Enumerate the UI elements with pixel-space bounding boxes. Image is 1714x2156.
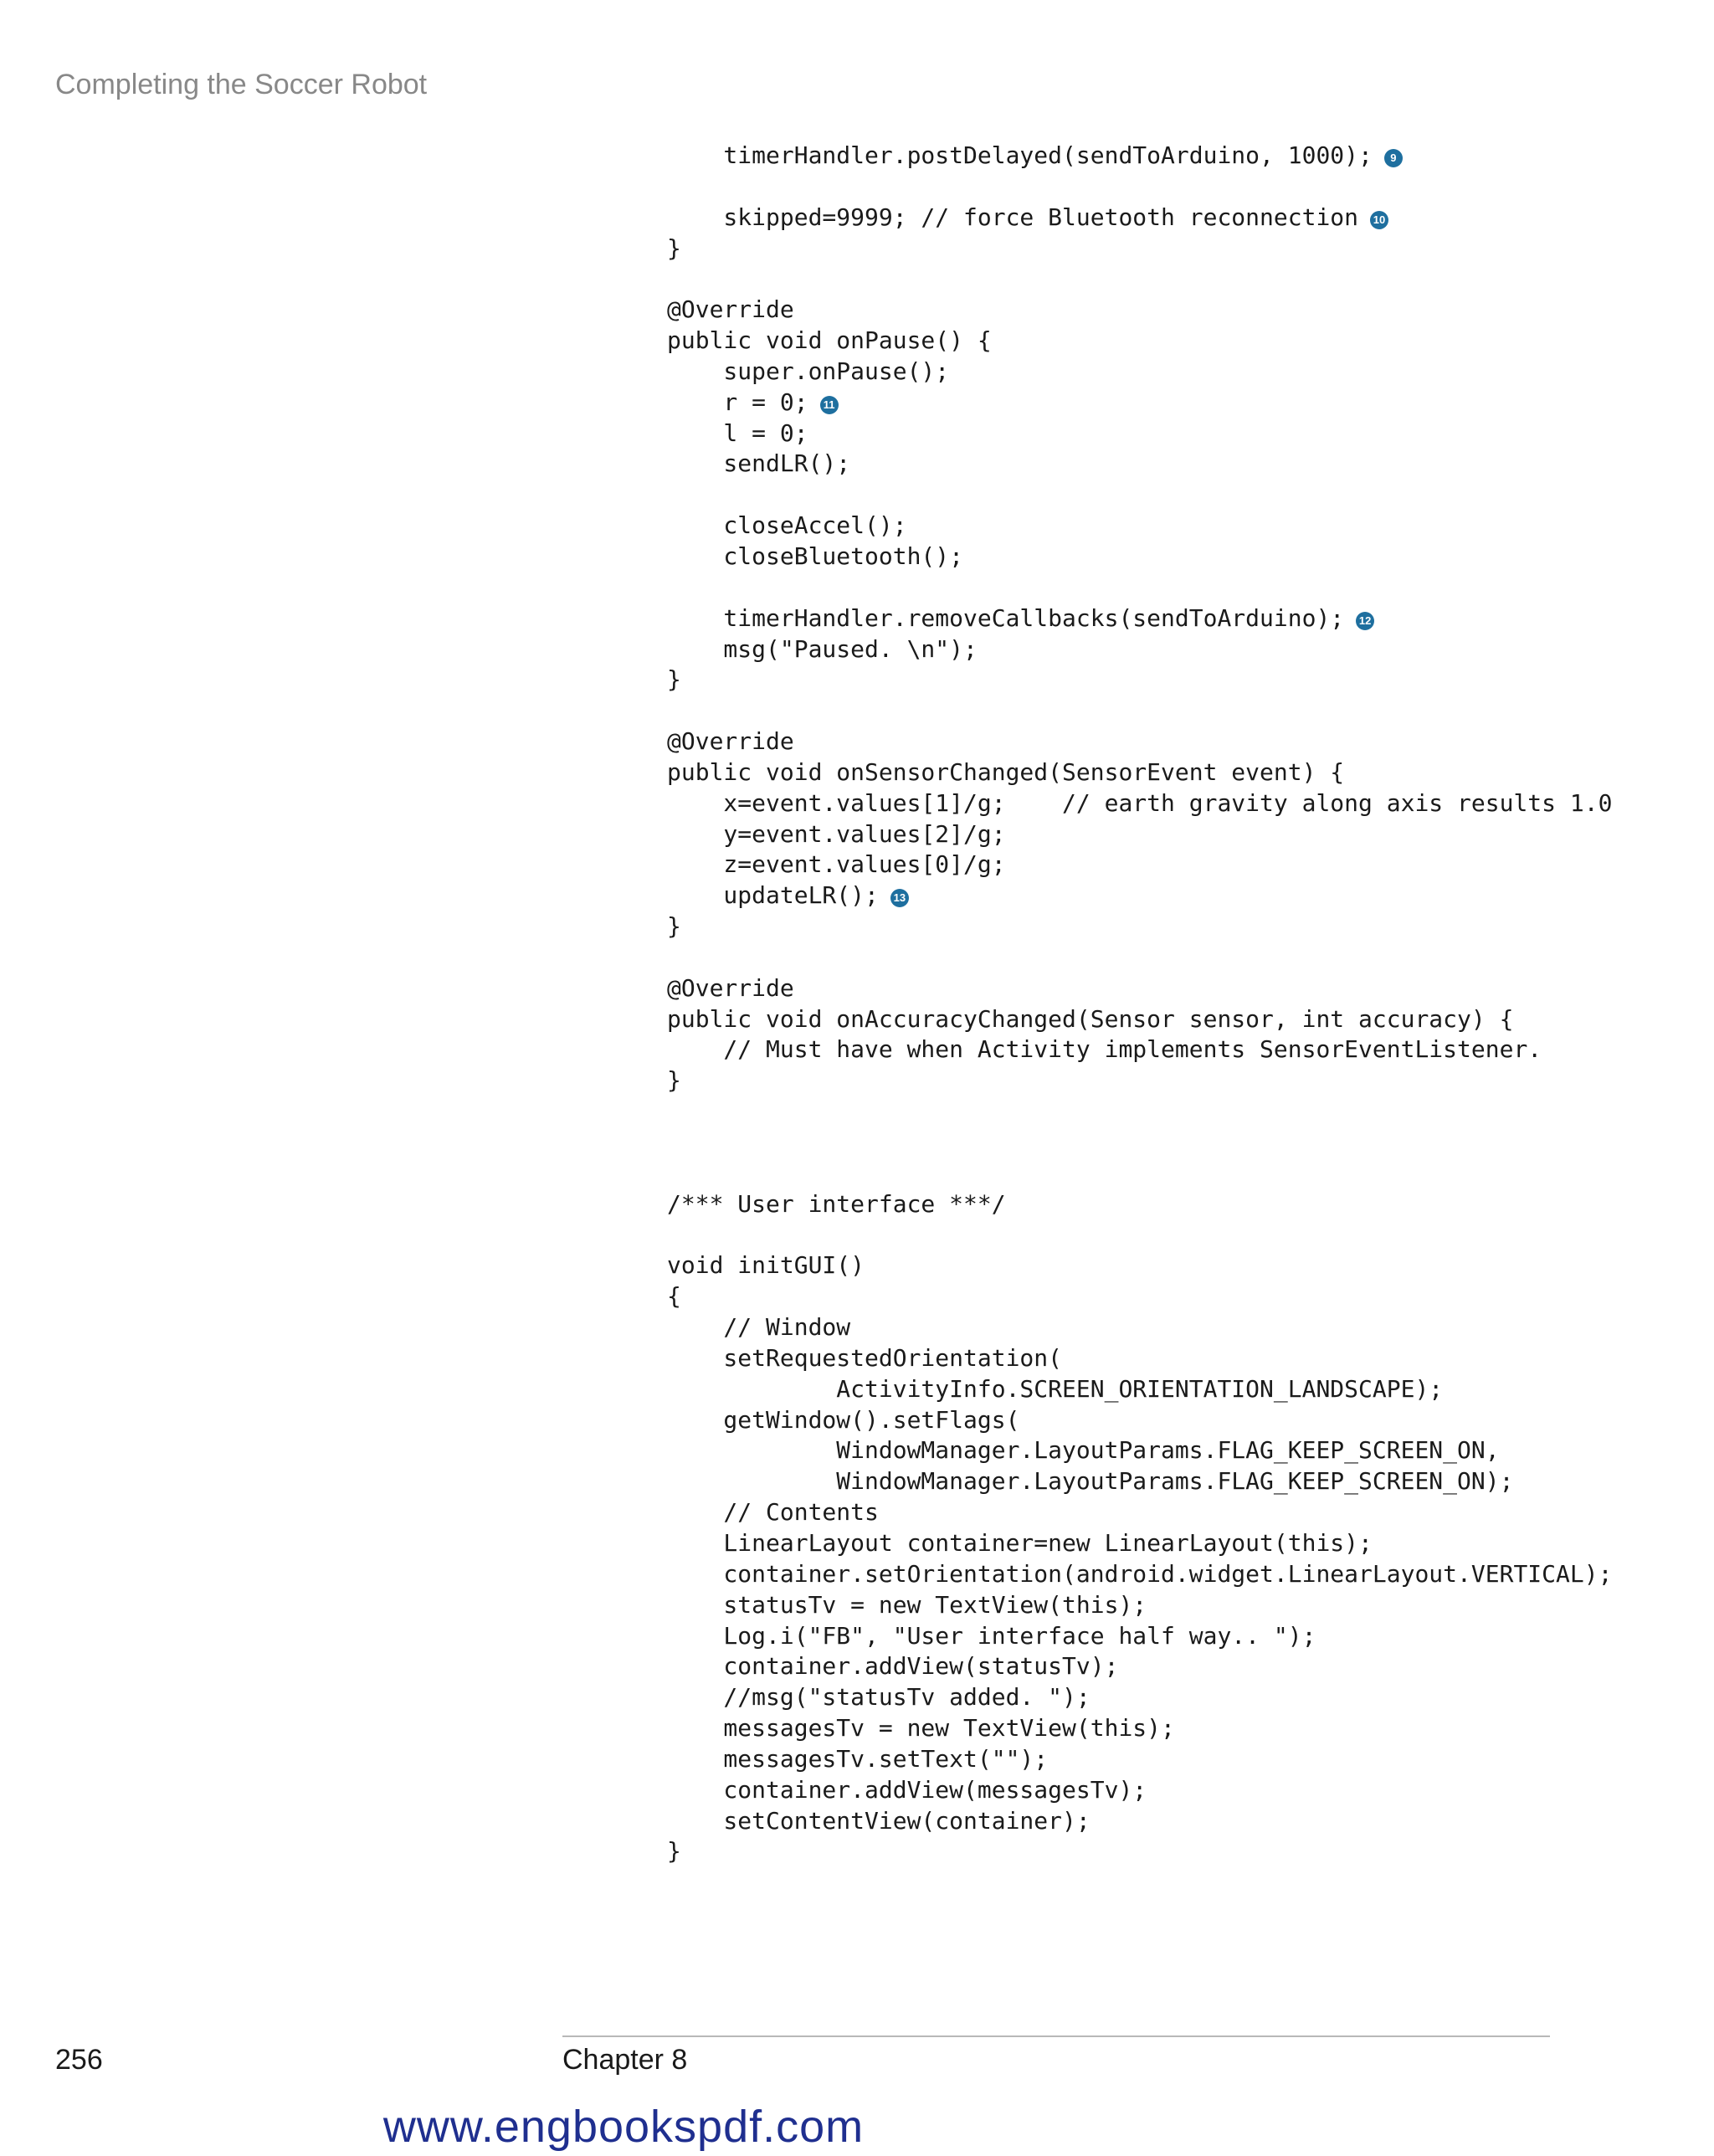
code-line bbox=[667, 1127, 1612, 1158]
code-text: closeBluetooth(); bbox=[667, 542, 964, 570]
code-line bbox=[667, 1836, 1612, 1867]
code-text: } bbox=[667, 1066, 681, 1095]
callout-marker-icon: 12 bbox=[1356, 612, 1374, 630]
code-text: l = 0; bbox=[667, 418, 808, 447]
code-line bbox=[667, 819, 1612, 850]
code-line bbox=[667, 1713, 1612, 1744]
code-text: sendLR(); bbox=[667, 449, 851, 478]
code-text: messagesTv.setText(""); bbox=[667, 1744, 1049, 1773]
code-text: container.addView(statusTv); bbox=[667, 1652, 1119, 1681]
code-line bbox=[667, 1189, 1612, 1220]
code-text: getWindow().setFlags( bbox=[667, 1405, 1020, 1434]
code-text: public void onPause() { bbox=[667, 326, 992, 355]
callout-marker-icon: 11 bbox=[820, 396, 839, 414]
code-text: timerHandler.postDelayed(sendToArduino, 1000); bbox=[667, 141, 1373, 169]
code-line bbox=[667, 203, 1612, 234]
code-line bbox=[667, 418, 1612, 449]
code-line bbox=[667, 326, 1612, 357]
code-text: Log.i("FB", "User interface half way.. "); bbox=[667, 1621, 1316, 1650]
watermark-link[interactable]: www.engbookspdf.com bbox=[382, 2102, 865, 2152]
code-line bbox=[667, 1158, 1612, 1189]
code-line bbox=[667, 542, 1612, 572]
code-text: WindowManager.LayoutParams.FLAG_KEEP_SCREEN_ON); bbox=[667, 1467, 1514, 1496]
code-text: WindowManager.LayoutParams.FLAG_KEEP_SCREEN_ON, bbox=[667, 1436, 1500, 1465]
code-text: } bbox=[667, 665, 681, 694]
code-line bbox=[667, 388, 1612, 418]
code-text: // Window bbox=[667, 1313, 851, 1342]
code-line bbox=[667, 757, 1612, 788]
code-line bbox=[667, 973, 1612, 1004]
running-head: Completing the Soccer Robot bbox=[55, 69, 428, 100]
code-line bbox=[667, 172, 1612, 203]
code-line bbox=[667, 1590, 1612, 1621]
code-line bbox=[667, 665, 1612, 696]
chapter-label: Chapter 8 bbox=[562, 2044, 688, 2076]
code-text: ActivityInfo.SCREEN_ORIENTATION_LANDSCAPE); bbox=[667, 1374, 1444, 1403]
code-text: r = 0; bbox=[667, 388, 808, 416]
code-line bbox=[667, 1528, 1612, 1559]
callout-marker-icon: 10 bbox=[1370, 211, 1388, 229]
code-line bbox=[667, 696, 1612, 726]
code-line bbox=[667, 1744, 1612, 1775]
code-text: z=event.values[0]/g; bbox=[667, 850, 1006, 879]
code-line bbox=[667, 295, 1612, 326]
code-line bbox=[667, 634, 1612, 665]
code-line bbox=[667, 1065, 1612, 1096]
code-line bbox=[667, 1466, 1612, 1497]
code-text: void initGUI() bbox=[667, 1251, 865, 1280]
code-line bbox=[667, 1435, 1612, 1466]
code-text: @Override bbox=[667, 295, 794, 324]
code-text: skipped=9999; // force Bluetooth reconnection bbox=[667, 203, 1359, 231]
code-text: container.setOrientation(android.widget.LinearLayout.VERTICAL); bbox=[667, 1559, 1613, 1588]
code-text: } bbox=[667, 234, 681, 262]
code-line bbox=[667, 850, 1612, 880]
code-text: closeAccel(); bbox=[667, 511, 907, 540]
code-text: // Must have when Activity implements SensorEventListener. bbox=[667, 1035, 1542, 1064]
code-text: msg("Paused. \n"); bbox=[667, 634, 978, 663]
code-line bbox=[667, 1250, 1612, 1281]
code-line bbox=[667, 1312, 1612, 1343]
code-text: x=event.values[1]/g; // earth gravity along axis results 1.0 bbox=[667, 788, 1613, 817]
code-line bbox=[667, 234, 1612, 264]
code-text: y=event.values[2]/g; bbox=[667, 819, 1006, 848]
code-text: statusTv = new TextView(this); bbox=[667, 1590, 1147, 1619]
code-line bbox=[667, 1806, 1612, 1837]
code-line bbox=[667, 1682, 1612, 1713]
code-line bbox=[667, 942, 1612, 973]
code-text: messagesTv = new TextView(this); bbox=[667, 1714, 1175, 1743]
code-line bbox=[667, 572, 1612, 603]
code-text: LinearLayout container=new LinearLayout(this); bbox=[667, 1528, 1373, 1557]
code-text: setContentView(container); bbox=[667, 1806, 1090, 1835]
code-text: public void onSensorChanged(SensorEvent event) { bbox=[667, 757, 1345, 786]
code-line bbox=[667, 1220, 1612, 1251]
code-line bbox=[667, 911, 1612, 942]
code-text: @Override bbox=[667, 973, 794, 1002]
code-line bbox=[667, 726, 1612, 757]
code-line bbox=[667, 1096, 1612, 1127]
code-text: setRequestedOrientation( bbox=[667, 1343, 1063, 1372]
code-line bbox=[667, 1775, 1612, 1806]
page-number: 256 bbox=[55, 2044, 103, 2076]
code-line bbox=[667, 603, 1612, 634]
code-text: } bbox=[667, 1837, 681, 1866]
code-line bbox=[667, 511, 1612, 542]
code-line bbox=[667, 880, 1612, 911]
code-line bbox=[667, 788, 1612, 819]
code-line bbox=[667, 449, 1612, 480]
code-line bbox=[667, 1374, 1612, 1405]
code-line bbox=[667, 1559, 1612, 1590]
code-text: /*** User interface ***/ bbox=[667, 1189, 1006, 1218]
code-line bbox=[667, 264, 1612, 295]
code-listing bbox=[667, 141, 1612, 1867]
callout-marker-icon: 9 bbox=[1384, 149, 1403, 167]
code-line bbox=[667, 1405, 1612, 1436]
code-text: timerHandler.removeCallbacks(sendToArduino); bbox=[667, 603, 1345, 632]
code-text: updateLR(); bbox=[667, 881, 879, 910]
code-text: container.addView(messagesTv); bbox=[667, 1775, 1147, 1804]
code-text: public void onAccuracyChanged(Sensor sensor, int accuracy) { bbox=[667, 1004, 1514, 1033]
code-line bbox=[667, 357, 1612, 388]
code-line bbox=[667, 1497, 1612, 1528]
code-line bbox=[667, 1343, 1612, 1374]
code-line bbox=[667, 1004, 1612, 1035]
code-line bbox=[667, 480, 1612, 511]
code-text: { bbox=[667, 1282, 681, 1311]
footer-rule bbox=[562, 2035, 1550, 2037]
code-line bbox=[667, 1281, 1612, 1312]
code-text: super.onPause(); bbox=[667, 357, 950, 385]
code-text: // Contents bbox=[667, 1498, 879, 1527]
code-text: } bbox=[667, 912, 681, 941]
code-text: //msg("statusTv added. "); bbox=[667, 1683, 1090, 1712]
code-line bbox=[667, 1651, 1612, 1682]
callout-marker-icon: 13 bbox=[890, 889, 909, 907]
code-line bbox=[667, 1034, 1612, 1065]
code-line bbox=[667, 1621, 1612, 1652]
code-text: @Override bbox=[667, 727, 794, 756]
code-line bbox=[667, 141, 1612, 172]
